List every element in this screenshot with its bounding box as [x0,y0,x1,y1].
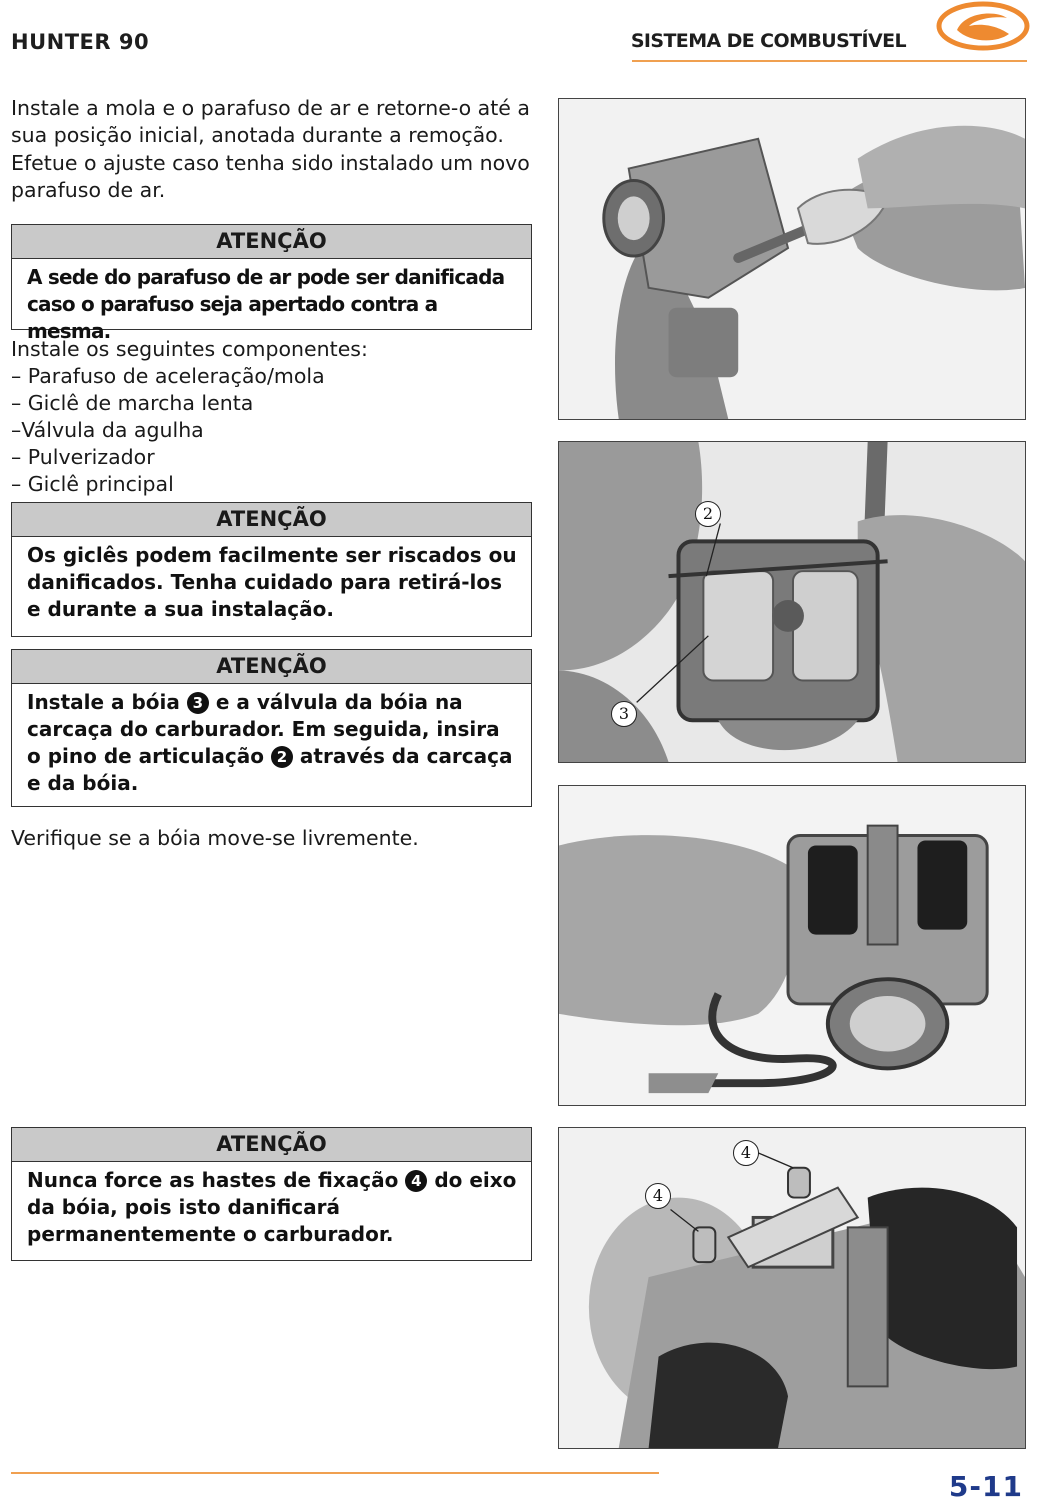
verify-instruction: Verifique se a bóia move-se livremente. [11,826,419,850]
brand-logo-icon [935,0,1031,52]
attention-title: ATENÇÃO [12,650,531,684]
callout-pin: 2 [695,501,721,527]
attention-title: ATENÇÃO [12,225,531,259]
callout-float: 3 [611,701,637,727]
page-number: 5-11 [948,1470,1023,1500]
photo-float-installation [558,441,1026,763]
attention-box-4 [11,1127,532,1261]
intro-paragraph-1: Instale a mola e o parafuso de ar e retorne-o até a sua posição inicial, anotada durante a remoção. [11,96,530,147]
attention-body: Os giclês podem facilmente ser riscados ou danificados. Tenha cuidado para retirá-los e durante a sua instalação. [27,543,517,621]
attention-box-1 [11,224,532,343]
attention-text: e a válvula da bóia na carcaça do carburador. Em seguida, insira o pino de articulação [27,690,500,768]
attention-box-3 [11,649,532,807]
attention-text: Instale a bóia [27,690,180,714]
photo-float-movement-check [558,785,1026,1106]
list-item: –Válvula da agulha [11,418,204,442]
photo-air-screw-adjustment [558,98,1026,420]
list-item: – Giclê principal [11,472,174,496]
list-item: – Giclê de marcha lenta [11,391,254,415]
attention-text: do eixo da bóia, pois isto danificará permanentemente o carburador. [27,1168,517,1246]
callout-axle-post: 4 [733,1140,759,1166]
list-item: – Pulverizador [11,445,155,469]
attention-body [12,684,531,805]
manual-model-title: HUNTER 90 [11,30,150,54]
section-title: SISTEMA DE COMBUSTÍVEL [630,30,906,52]
attention-body [12,1162,531,1256]
components-intro: Instale os seguintes componentes: [11,337,368,361]
list-item: – Parafuso de aceleração/mola [11,364,325,388]
attention-body: A sede do parafuso de ar pode ser danificada caso o parafuso seja apertado contra a mesma. [27,265,505,343]
attention-text: através da carcaça e da bóia. [27,744,513,795]
callout-axle-post: 4 [645,1183,671,1209]
intro-paragraph-2: Efetue o ajuste caso tenha sido instalado um novo parafuso de ar. [11,151,530,202]
part-number-badge: 3 [187,692,209,714]
attention-text: Nunca force as hastes de fixação [27,1168,399,1192]
components-list [11,336,531,498]
attention-title: ATENÇÃO [12,1128,531,1162]
footer-divider [11,1472,659,1474]
header-divider [632,60,1027,62]
part-number-badge: 4 [405,1170,427,1192]
attention-title: ATENÇÃO [12,503,531,537]
photo-float-axle-posts [558,1127,1026,1449]
attention-box-2 [11,502,532,637]
part-number-badge: 2 [271,746,293,768]
